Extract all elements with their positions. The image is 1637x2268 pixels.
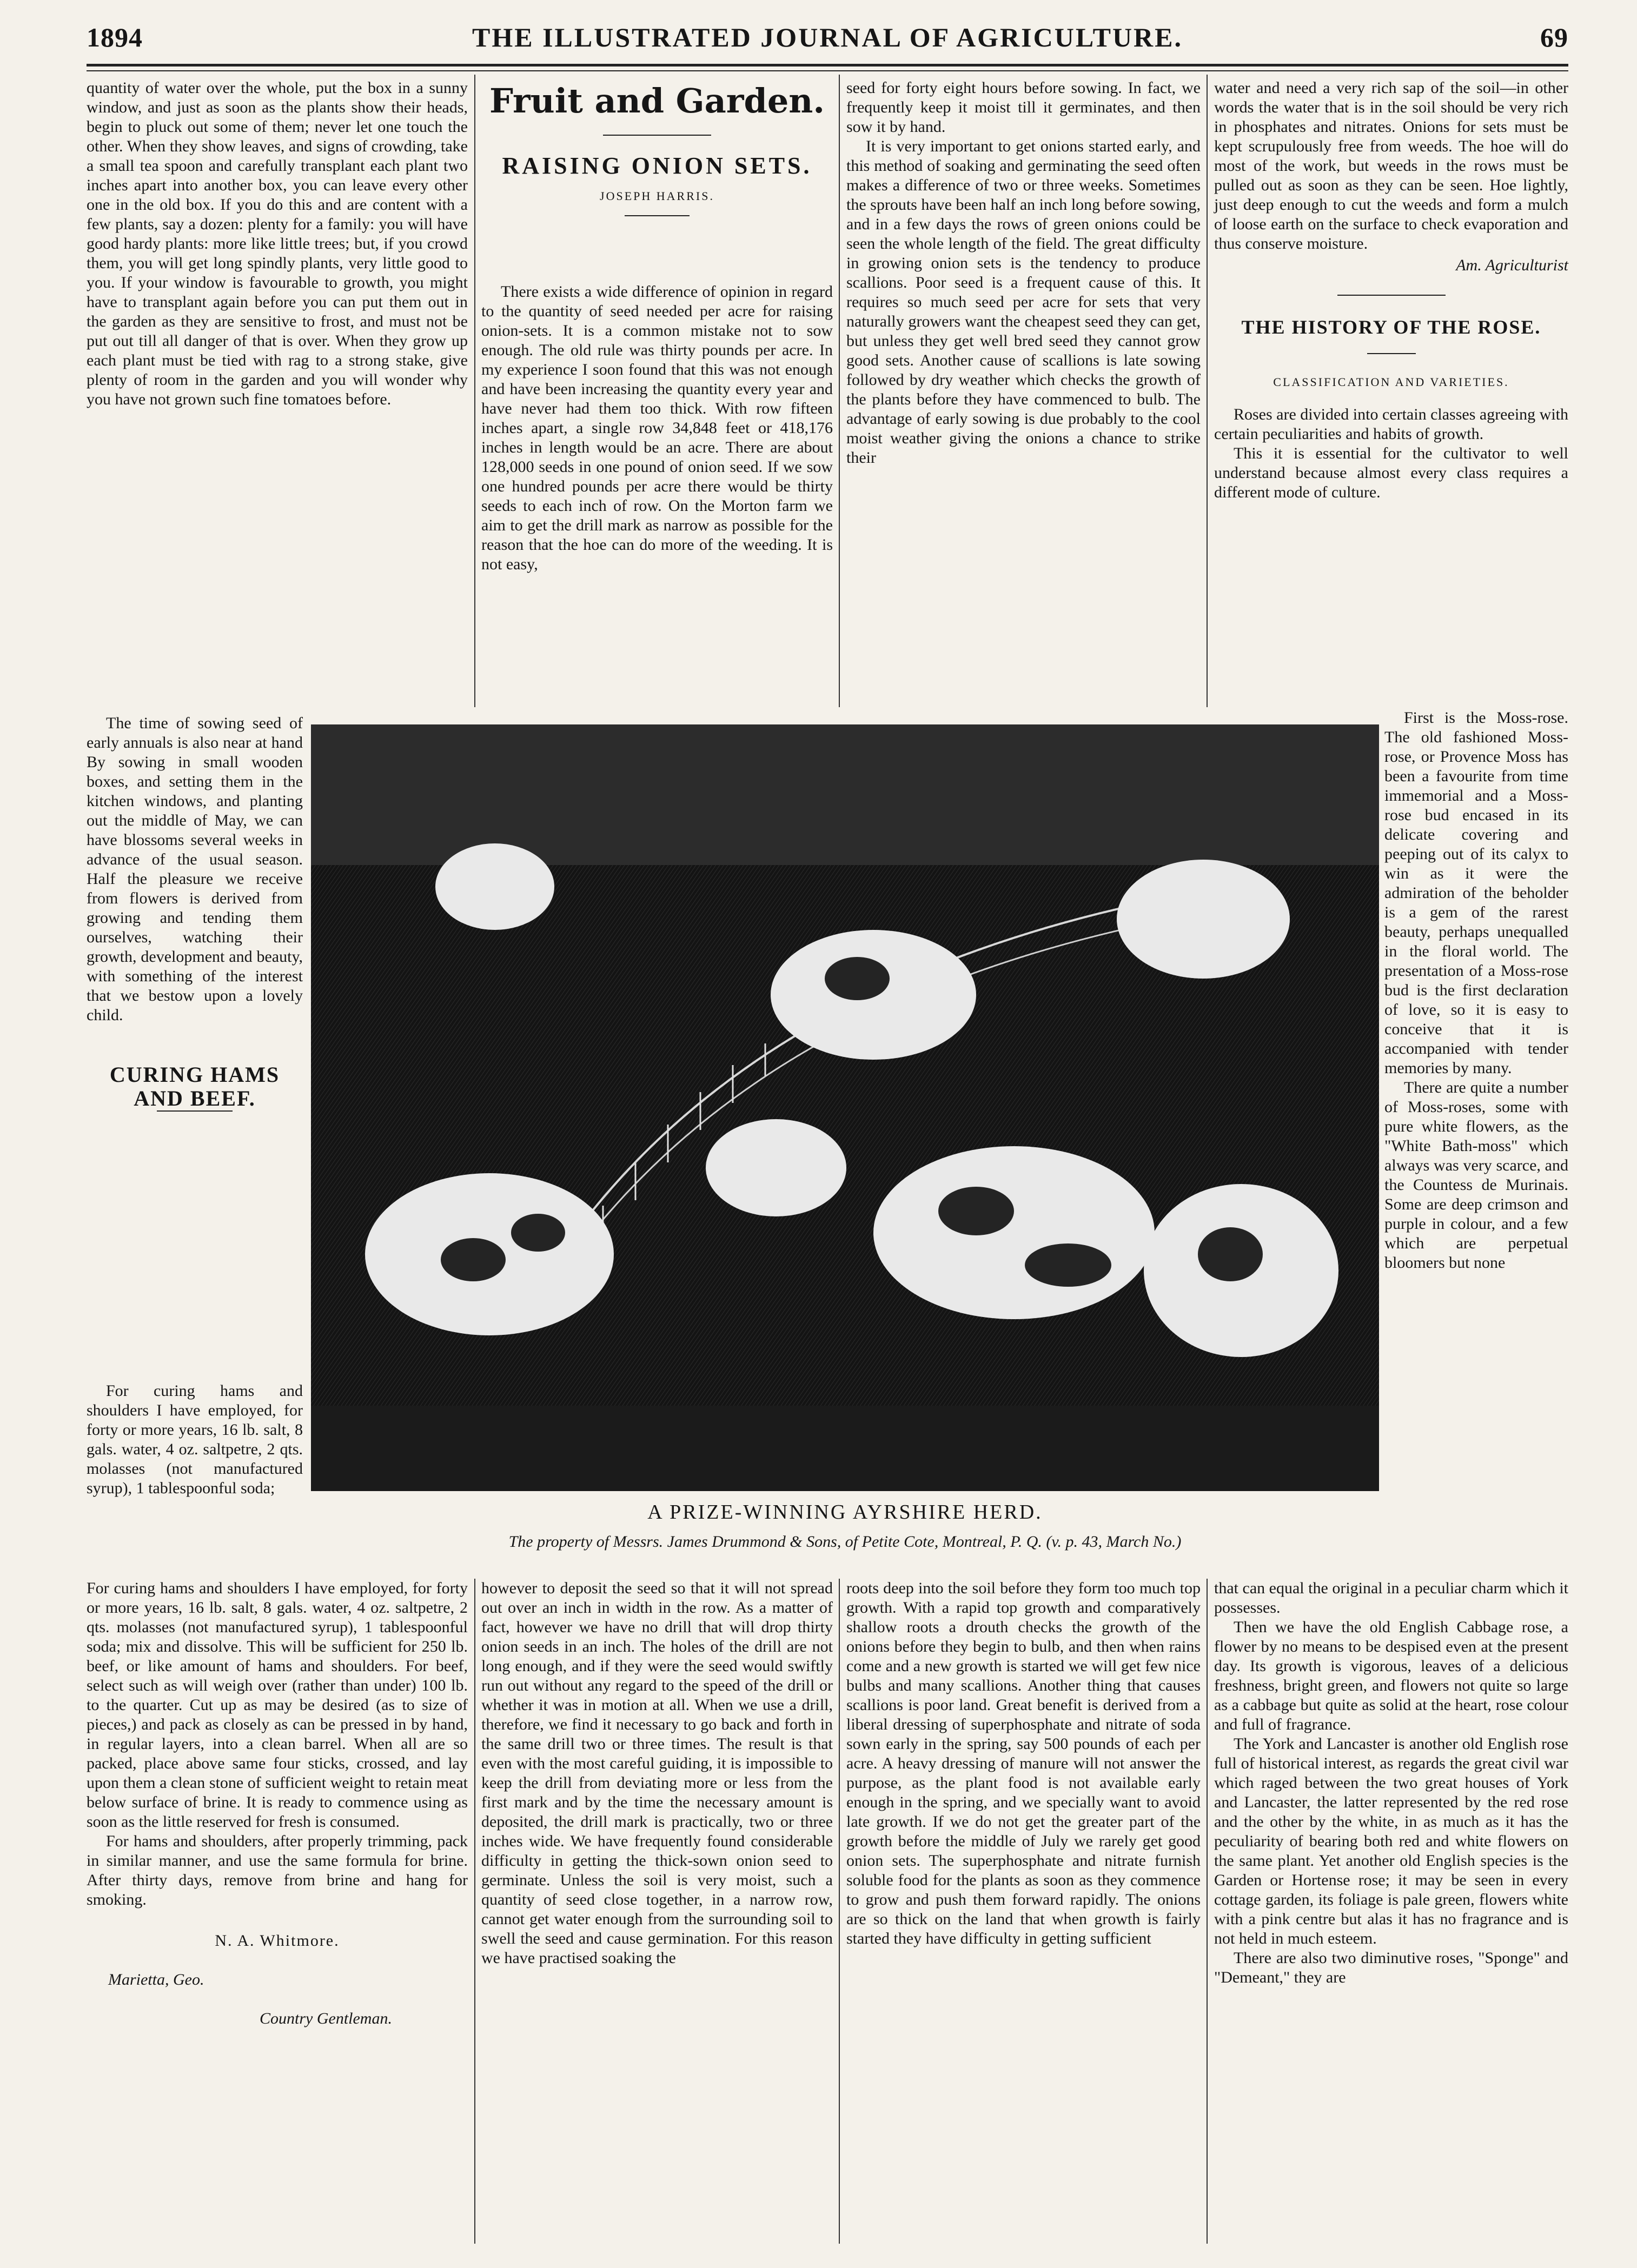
page-number: 69 xyxy=(1540,22,1568,52)
column-rule xyxy=(839,1579,840,2244)
paragraph: It is very important to get onions started early, and this method of soaking and germinating the seed often makes a difference of two or three weeks. Sometimes the sprouts have been half an inch long before sowing, and in a few days the rows of green onions could be seen the whole length of the field. The great difficulty in growing onion sets is the tendency to produce scallions. Poor seed is a frequent cause of this. It requires so much seed per acre for sets that very naturally growers want the cheapest seed they can get, but unless they get well bred seed they cannot grow good sets. Another cause of scallions is late sowing followed by dry weather which checks the growth of the plants before they have commenced to bulb. The advantage of early sowing is due probably to the cool moist weather giving the onions a chance to strike their xyxy=(846,137,1201,467)
paragraph: There exists a wide difference of opinion in regard to the quantity of seed needed per acre for raising onion-sets. It is a common mistake not to sow enough. The old rule was thirty pounds per acre. In my experience I soon found that this was not enough and have been increasing the quantity every year and have never had them too thick. With row fifteen inches apart, a single row 34,848 feet or 418,176 inches in length would be an acre. There are about 128,000 seeds in one pound of onion seed. If we sow one hundred pounds per acre there would be thirty seeds to each inch of row. On the Morton farm we aim to get the drill mark as narrow as possible for the reason that the hoe can do more of the weeding. It is not easy, xyxy=(481,283,833,573)
source: Country Gentleman. xyxy=(260,2010,392,2027)
journal-title: THE ILLUSTRATED JOURNAL OF AGRICULTURE. xyxy=(472,22,1183,52)
paragraph: For hams and shoulders, after properly trimming, pack in similar manner, and use the same formula for brine. After thirty days, remove from brine and hang for smoking. xyxy=(87,1832,468,1908)
paragraph: There are also two diminutive roses, "Sponge" and "Demeant," they are xyxy=(1214,1949,1568,1986)
column-3-text xyxy=(846,78,1201,468)
paragraph: Then we have the old English Cabbage rose, a flower by no means to be despised even at the present day. Its growth is vigorous, leaves of a delicious freshness, bright green, and flowers not quite so large as a cabbage but quite as solid at the heart, rose colour and full of fragrance. xyxy=(1214,1618,1568,1733)
paragraph: For curing hams and shoulders I have employed, for forty or more years, 16 lb. salt, 8 gals. water, 4 oz. saltpetre, 2 qts. molasses (not manufactured syrup), 1 tablespoonful soda; xyxy=(87,1382,303,1497)
column-4-text xyxy=(1214,78,1568,502)
column-rule xyxy=(474,75,475,707)
paragraph: Roses are divided into certain classes agreeing with certain peculiarities and habits of growth. xyxy=(1214,405,1568,443)
header-rule-thin xyxy=(87,70,1568,71)
column-3-bottom-text xyxy=(846,1579,1201,1948)
paragraph: There are quite a number of Moss-roses, some with pure white flowers, as the "White Bath-moss" which always was very scarce, and the Countess de Murinais. Some are deep crimson and purple in colour, and a few which are perpetual bloomers but none xyxy=(1384,1079,1568,1272)
column-rule xyxy=(1207,1579,1208,2244)
column-2-header xyxy=(481,81,833,228)
header-rule xyxy=(87,64,1568,66)
column-rule xyxy=(839,75,840,707)
paragraph: water and need a very rich sap of the soil—in other words the water that is in the soil should be very rich in phosphates and nitrates. Onions for sets must be kept scrupulously free from weeds. The hoe will do most of the work, but weeds in the rows must be pulled out as soon as they can be seen. Hoe lightly, just deep enough to cut the weeds and form a mulch of loose earth on the surface to check evaporation and thus conserve moisture. xyxy=(1214,79,1568,252)
curing-text xyxy=(87,1579,468,2028)
article-heading: THE HISTORY OF THE ROSE. xyxy=(1241,316,1541,338)
header-year: 1894 xyxy=(87,22,143,52)
place: Marietta, Geo. xyxy=(108,1971,204,1988)
illustration-subcaption: The property of Messrs. James Drummond & Sons, of Petite Cote, Montreal, P. Q. (v. p. 43, March No.) xyxy=(508,1533,1182,1551)
paragraph: roots deep into the soil before they form too much top growth. With a rapid top growth and comparatively shallow roots a drouth checks the growth of the onions before they begin to bulb, and then when rains come and a new growth is started we will get few nice bulbs and many scallions. Another thing that causes scallions is poor land. Great benefit is derived from a liberal dressing of superphosphate and nitrate of soda sown early in the spring, say 500 pounds of each per acre. A heavy dressing of manure will not answer the purpose, as the plant food is not available early enough in the spring, and we specially want to avoid late growth. If we do not get the greater part of the growth before the middle of July we rarely get good onion sets. The superphosphate and nitrate furnish soluble food for the plants as soon as they commence to grow and push them forward rapidly. The onions are so thick on the land that when growth is fairly started they have difficulty in getting sufficient xyxy=(846,1579,1201,1947)
column-1-text xyxy=(87,78,468,409)
illustration-caption: A PRIZE-WINNING AYRSHIRE HERD. xyxy=(647,1501,1043,1524)
column-rule xyxy=(1207,75,1208,707)
paragraph: The York and Lancaster is another old English rose full of historical interest, as regards the great civil war which raged between the two great houses of York and Lancaster, the latter represented by the red rose and the other by the white, in as much as it has the peculiarity of bearing both red and white flowers on the same plant. Yet another old English species is the Garden or Hortense rose; it may be seen in every cottage garden, its foliage is pale green, flowers white with a pink centre but alas it has no fragrance and is not held in much esteem. xyxy=(1214,1735,1568,1947)
paragraph: however to deposit the seed so that it will not spread out over an inch in width in the row. As a matter of fact, however we have no drill that will drop thirty onion seeds in an inch. The holes of the drill are not long enough, and if they were the seed would swiftly run out without any regard to the speed of the drill or whether it was in motion at all. When we use a drill, therefore, we find it necessary to go back and forth in the same drill two or three times. The result is that even with the most careful guiding, it is impossible to keep the drill from deviating more or less from the first mark and by the time the necessary amount is deposited, the drill mark is practically, two or three inches wide. We have frequently found considerable difficulty in getting the thick-sown onion seed to germinate. Unless the soil is very moist, such a quantity of seed close together, in a narrow row, cannot get water enough from the surrounding soil to swell the seed and cause germination. For this reason we have practised soaking the xyxy=(481,1579,833,1967)
source: Am. Agriculturist xyxy=(1456,256,1568,274)
paragraph: First is the Moss-rose. The old fashioned Moss-rose, or Provence Moss has been a favourite from time immemorial and a Moss-rose bud encased in its delicate covering and peeping out of its calyx to win as it were the admiration of the beholder is a gem of the rarest beauty, perhaps unequalled in the floral world. The presentation of a Moss-rose bud is the first declaration of love, so it is easy to conceive that it is accompanied with tender memories by many. xyxy=(1384,709,1568,1077)
paragraph: The time of sowing seed of early annuals is also near at hand By sowing in small wooden boxes, and setting them in the kitchen windows, and planting out the middle of May, we can have blossoms several weeks in advance of the usual season. Half the pleasure we receive from flowers is derived from growing and tending them ourselves, watching their growth, development and beauty, with something of the interest that we bestow upon a lovely child. xyxy=(87,714,303,1024)
paragraph: that can equal the original in a peculiar charm which it possesses. xyxy=(1214,1579,1568,1617)
column-2-text xyxy=(481,282,833,574)
column-4-bottom-text xyxy=(1214,1579,1568,1987)
signature: N. A. Whitmore. xyxy=(215,1932,340,1950)
subheading: CLASSIFICATION AND VARIETIES. xyxy=(1273,375,1509,389)
cattle-engraving xyxy=(311,724,1379,1491)
article-heading: RAISING ONION SETS. xyxy=(502,152,812,179)
section-title: Fruit and Garden. xyxy=(489,81,825,121)
curing-heading: CURING HAMS AND BEEF. xyxy=(109,1062,280,1110)
paragraph: seed for forty eight hours before sowing. In fact, we frequently keep it moist till it germinates, and then sow it by hand. xyxy=(846,79,1201,136)
paragraph: This it is essential for the cultivator to well understand because almost every class requires a different mode of culture. xyxy=(1214,444,1568,501)
column-2-bottom-text xyxy=(481,1579,833,1968)
column-4-narrow-text xyxy=(1384,708,1568,1273)
byline: JOSEPH HARRIS. xyxy=(600,189,714,203)
column-rule xyxy=(474,1579,475,2244)
running-header xyxy=(87,22,1568,59)
column-1-narrow-text xyxy=(87,714,303,1110)
paragraph: quantity of water over the whole, put the box in a sunny window, and just as soon as the plants show their heads, begin to pluck out some of them; never let one touch the other. When they show leaves, and signs of crowding, take a small tea spoon and carefully transplant each plant two inches apart into another box, you can leave every other one in the old box. If you do this and are content with a few plants, say a dozen: plenty for a family: you will have good hardy plants: more like little trees; but, if you crowd them, you will get long spindly plants, very little good to you. If your window is favourable to growth, you might have to transplant again before you can put them out in the garden as they are sensitive to frost, and must not be put out till all danger of that is over. When they grow up each plant must be tied with rag to a strong stake, give plenty of room in the garden and you will wonder why you have not grown such fine tomatoes before. xyxy=(87,79,468,408)
paragraph: For curing hams and shoulders I have employed, for forty or more years, 16 lb. salt, 8 gals. water, 4 oz. saltpetre, 2 qts. molasses (not manufactured syrup), 1 tablespoonful soda; mix and dissolve. This will be sufficient for 250 lb. beef, or like amount of hams and shoulders. For beef, select such as will weigh over (rather than under) 100 lb. to the quarter. Cut up as may be desired (as to size of pieces,) and pack as closely as can be pressed in by hand, in regular layers, into a clean barrel. When all are so packed, place above same four sticks, crossed, and lay upon them a clean stone of sufficient weight to retain meat below surface of brine. It is ready to commence using as soon as the little reserved for fresh is consumed. xyxy=(87,1579,468,1831)
herd-illustration xyxy=(311,724,1379,1491)
curing-text-narrow xyxy=(87,1381,303,1498)
